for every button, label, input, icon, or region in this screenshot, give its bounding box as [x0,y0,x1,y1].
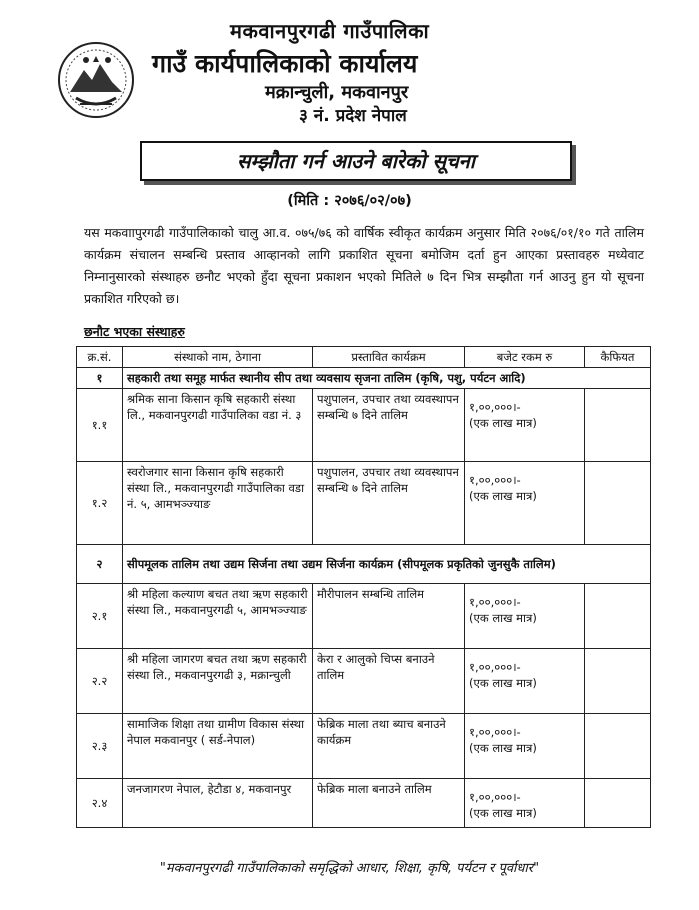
row-number: २.३ [77,714,123,779]
budget-amount: १,००,०००।- [469,725,521,739]
footer-slogan: "मकवानपुरगढी गाउँपालिकाको समृद्धिको आधार, शिक्षा, कृषि, पर्यटन र पूर्वाधार" [159,861,540,876]
section-row [77,545,651,584]
row-number: १.२ [77,462,123,545]
budget-words: (एक लाख मात्र) [469,676,537,690]
row-budget [465,584,585,649]
row-number: २.४ [77,779,123,828]
row-budget [465,649,585,714]
row-budget [465,779,585,828]
row-number: २.१ [77,584,123,649]
office-name: गाउँ कार्यपालिकाको कार्यालय [152,49,418,78]
table-row [77,714,651,779]
table-header-row [77,347,651,368]
budget-amount: १,००,०००।- [469,790,521,804]
row-organization: सामाजिक शिक्षा तथा ग्रामीण विकास संस्था नेपाल मकवानपुर ( सर्ड-नेपाल) [123,714,313,779]
section-title: सहकारी तथा समूह मार्फत स्थानीय सीप तथा व्यवसाय सृजना तालिम (कृषि, पशु, पर्यटन आदि) [123,368,651,389]
section-row [77,368,651,389]
selected-organizations-table [76,346,651,828]
letterhead [0,0,699,130]
row-program: केरा र आलुको चिप्स बनाउने तालिम [313,649,465,714]
row-remarks [585,649,651,714]
header-budget: बजेट रकम रु [465,347,585,368]
row-program: फेब्रिक माला तथा ब्याच बनाउने कार्यक्रम [313,714,465,779]
budget-amount: १,००,०००।- [469,400,521,414]
row-budget [465,389,585,462]
header-program: प्रस्तावित कार्यक्रम [313,347,465,368]
province-line: ३ नं. प्रदेश नेपाल [299,106,407,126]
budget-words: (एक लाख मात्र) [469,806,537,820]
header-organization: संस्थाको नाम, ठेगाना [123,347,313,368]
table-row [77,584,651,649]
row-remarks [585,714,651,779]
selected-organizations-heading: छनौट भएका संस्थाहरु [84,324,185,339]
table-row [77,389,651,462]
office-address: मक्रान्चुली, मकवानपुर [265,82,409,103]
budget-amount: १,००,०००।- [469,660,521,674]
row-remarks [585,584,651,649]
budget-words: (एक लाख मात्र) [469,741,537,755]
notice-title-box [140,141,572,181]
row-budget [465,462,585,545]
notice-date: (मिति : २०७६/०२/०७) [287,193,412,209]
section-number: २ [77,545,123,584]
municipality-name: मकवानपुरगढी गाउँपालिका [230,19,430,43]
section-title: सीपमूलक तालिम तथा उद्यम सिर्जना तथा उद्यम सिर्जना कार्यक्रम (सीपमूलक प्रकृतिको जुनसुकै तालिम) [123,545,651,584]
header-remarks: कैफियत [585,347,651,368]
budget-amount: १,००,०००।- [469,595,521,609]
row-program: पशुपालन, उपचार तथा व्यवस्थापन सम्बन्धि ७ दिने तालिम [313,462,465,545]
nepal-emblem-icon [56,40,136,120]
row-organization: श्री महिला जागरण बचत तथा ऋण सहकारी संस्था लि., मकवानपुरगढी ३, मक्रान्चुली [123,649,313,714]
row-remarks [585,779,651,828]
table-row [77,462,651,545]
row-number: २.२ [77,649,123,714]
row-budget [465,714,585,779]
row-number: १.१ [77,389,123,462]
row-organization: जनजागरण नेपाल, हेटौडा ४, मकवानपुर [123,779,313,828]
notice-title: सम्झौता गर्न आउने बारेको सूचना [237,149,475,173]
budget-amount: १,००,०००।- [469,473,521,487]
row-program: पशुपालन, उपचार तथा व्यवस्थापन सम्बन्धि ७ दिने तालिम [313,389,465,462]
section-number: १ [77,368,123,389]
row-organization: स्वरोजगार साना किसान कृषि सहकारी संस्था लि., मकवानपुरगढी गाउँपालिका वडा नं. ५, आमभञ्ज्याङ [123,462,313,545]
budget-words: (एक लाख मात्र) [469,489,537,503]
budget-words: (एक लाख मात्र) [469,611,537,625]
table-row [77,649,651,714]
row-organization: श्रमिक साना किसान कृषि सहकारी संस्था लि., मकवानपुरगढी गाउँपालिका वडा नं. ३ [123,389,313,462]
row-organization: श्री महिला कल्याण बचत तथा ऋण सहकारी संस्था लि., मकवानपुरगढी ५, आमभञ्ज्याङ [123,584,313,649]
row-program: मौरीपालन सम्बन्धि तालिम [313,584,465,649]
row-remarks [585,389,651,462]
row-program: फेब्रिक माला बनाउने तालिम [313,779,465,828]
budget-words: (एक लाख मात्र) [469,416,537,430]
table-row [77,779,651,828]
header-serial: क्र.सं. [77,347,123,368]
notice-body: यस मकवाापुरगढी गाउँपालिकाको चालु आ.व. ०७५/७६ को वार्षिक स्वीकृत कार्यक्रम अनुसार मिति २०७६/०१/१० गते तालिम कार्यक्रम संचालन सम्बन्धि प्रस्ताव आव्हानको लागि प्रकाशित सूचना बमोजिम दर्ता हुन आएका प्रस्तावहरु मध्येवाट निम्नानुसारको संस्थाहरु छनौट भएको हुँदा सूचना प्रकाशन भएको मितिले ७ दिन भित्र सम्झौता गर्न आउनु हुन यो सूचना प्रकाशित गरिएको छ। [84,225,644,306]
row-remarks [585,462,651,545]
